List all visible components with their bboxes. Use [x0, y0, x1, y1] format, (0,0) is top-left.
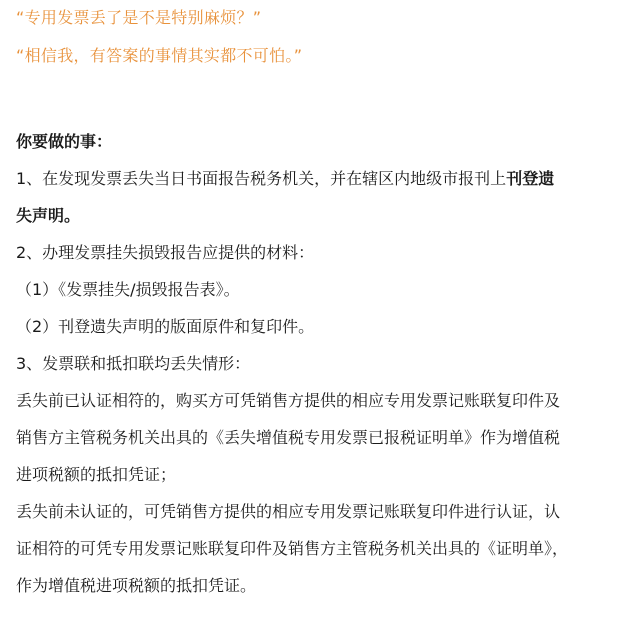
step-2-line: 2、办理发票挂失损毁报告应提供的材料： [16, 243, 315, 262]
step-3-para-2-line-2: 证相符的可凭专用发票记账联复印件及销售方主管税务机关出具的《证明单》， [16, 539, 569, 558]
quote-line-2: “相信我，有答案的事情其实都不可怕。” [16, 46, 303, 65]
step-3-line: 3、发票联和抵扣联均丢失情形： [16, 354, 251, 373]
section-heading: 你要做的事： [16, 132, 113, 151]
step-1-text: 1、在发现发票丢失当日书面报告税务机关，并在辖区内地级市报刊上 [16, 169, 507, 188]
step-3-para-2-line-1: 丢失前未认证的，可凭销售方提供的相应专用发票记账联复印件进行认证，认 [16, 502, 561, 521]
step-1-bold-tail: 刊登遗 [506, 169, 555, 188]
step-2-item-1: （1）《发票挂失/损毁报告表》。 [16, 280, 240, 299]
step-1-line-1 [16, 160, 632, 197]
step-3-para-1-line-3: 进项税额的抵扣凭证； [16, 465, 177, 484]
article-body [16, 123, 632, 604]
step-2-item-2: （2）刊登遗失声明的版面原件和复印件。 [16, 317, 315, 336]
step-1-line-2: 失声明。 [16, 206, 81, 225]
step-3-para-1-line-2: 销售方主管税务机关出具的《丢失增值税专用发票已报税证明单》作为增值税 [16, 428, 561, 447]
step-3-para-2-line-3: 作为增值税进项税额的抵扣凭证。 [16, 576, 257, 595]
step-3-para-1-line-1: 丢失前已认证相符的，购买方可凭销售方提供的相应专用发票记账联复印件及 [16, 391, 561, 410]
quote-line-1: “专用发票丢了是不是特别麻烦？” [16, 8, 262, 27]
